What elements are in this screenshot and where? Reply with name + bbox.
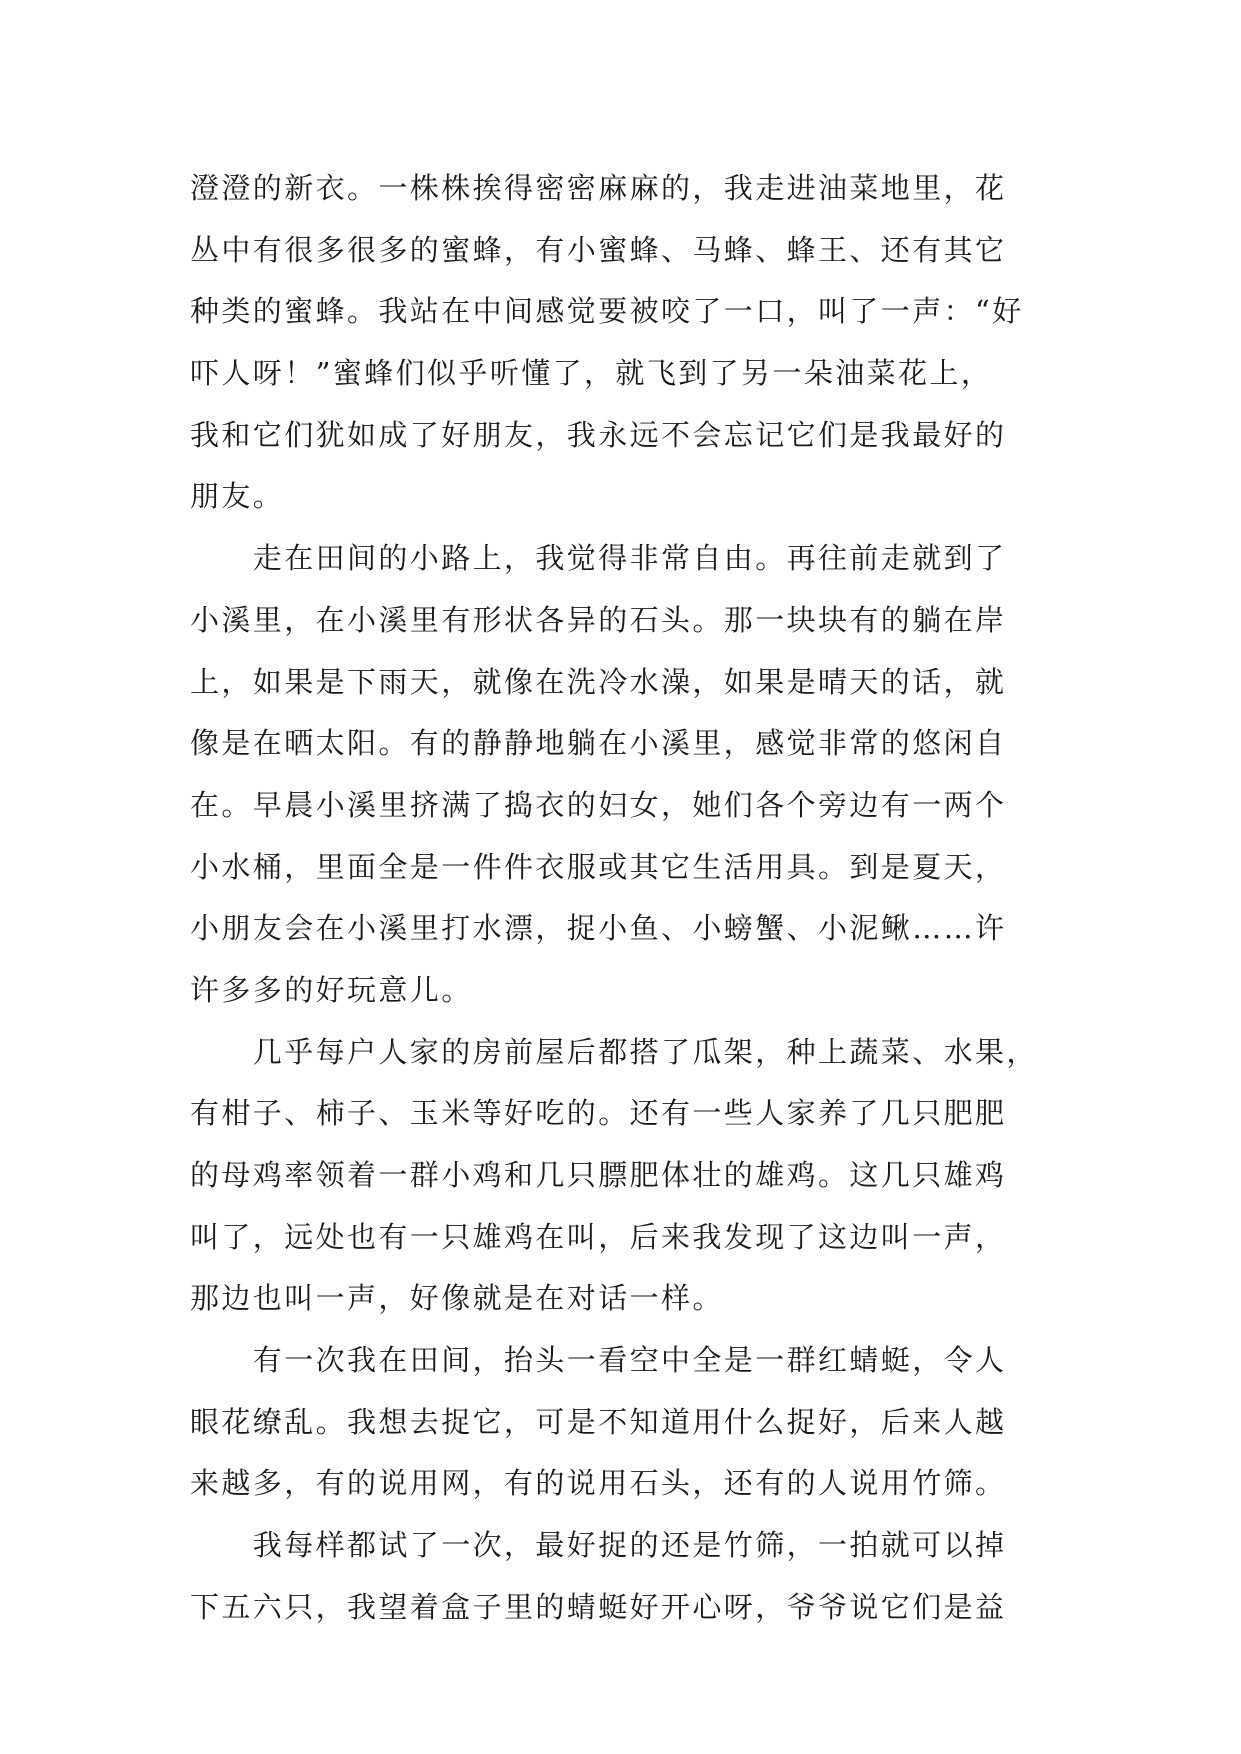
text-line: 我每样都试了一次，最好捉的还是竹筛，一拍就可以掉 bbox=[190, 1528, 1007, 1563]
text-line: 几乎每户人家的房前屋后都搭了瓜架，种上蔬菜、水果， bbox=[190, 1034, 1038, 1069]
text-line: 许多多的好玩意儿。 bbox=[190, 972, 473, 1007]
text-line: 小水桶，里面全是一件件衣服或其它生活用具。到是夏天， bbox=[190, 849, 1007, 884]
text-line: 我和它们犹如成了好朋友，我永远不会忘记它们是我最好的 bbox=[190, 417, 1007, 452]
text-line: 像是在晒太阳。有的静静地躺在小溪里，感觉非常的悠闲自 bbox=[190, 726, 1007, 761]
text-line: 的母鸡率领着一群小鸡和几只膘肥体壮的雄鸡。这几只雄鸡 bbox=[190, 1158, 1007, 1192]
text-line: 叫了，远处也有一只雄鸡在叫，后来我发现了这边叫一声， bbox=[190, 1219, 1007, 1254]
text-line: 下五六只，我望着盒子里的蜻蜓好开心呀，爷爷说它们是益 bbox=[190, 1589, 1007, 1624]
text-line: 来越多，有的说用网，有的说用石头，还有的人说用竹筛。 bbox=[190, 1466, 1007, 1501]
text-line: 朋友。 bbox=[190, 479, 285, 514]
text-line: 上，如果是下雨天，就像在洗冷水澡，如果是晴天的话，就 bbox=[190, 664, 1007, 699]
text-line: 有一次我在田间，抬头一看空中全是一群红蜻蜓，令人 bbox=[190, 1343, 1007, 1378]
text-line: 小朋友会在小溪里打水漂，捉小鱼、小螃蟹、小泥鳅……许 bbox=[190, 911, 1007, 946]
text-line: 在。早晨小溪里挤满了捣衣的妇女，她们各个旁边有一两个 bbox=[190, 787, 1007, 822]
essay-body bbox=[190, 158, 1052, 1639]
text-line: 种类的蜜蜂。我站在中间感觉要被咬了一口，叫了一声：“好 bbox=[190, 294, 1024, 329]
text-line: 丛中有很多很多的蜜蜂，有小蜜蜂、马蜂、蜂王、还有其它 bbox=[190, 232, 1007, 267]
text-line: 眼花缭乱。我想去捉它，可是不知道用什么捉好，后来人越 bbox=[190, 1404, 1007, 1439]
text-line: 那边也叫一声，好像就是在对话一样。 bbox=[190, 1281, 724, 1316]
text-line: 有柑子、柿子、玉米等好吃的。还有一些人家养了几只肥肥 bbox=[190, 1096, 1007, 1131]
text-line: 澄澄的新衣。一株株挨得密密麻麻的，我走进油菜地里，花 bbox=[190, 171, 1007, 205]
text-line: 小溪里，在小溪里有形状各异的石头。那一块块有的躺在岸 bbox=[190, 602, 1007, 637]
text-line: 吓人呀！”蜜蜂们似乎听懂了，就飞到了另一朵油菜花上， bbox=[190, 356, 993, 391]
text-line: 走在田间的小路上，我觉得非常自由。再往前走就到了 bbox=[190, 541, 1007, 576]
